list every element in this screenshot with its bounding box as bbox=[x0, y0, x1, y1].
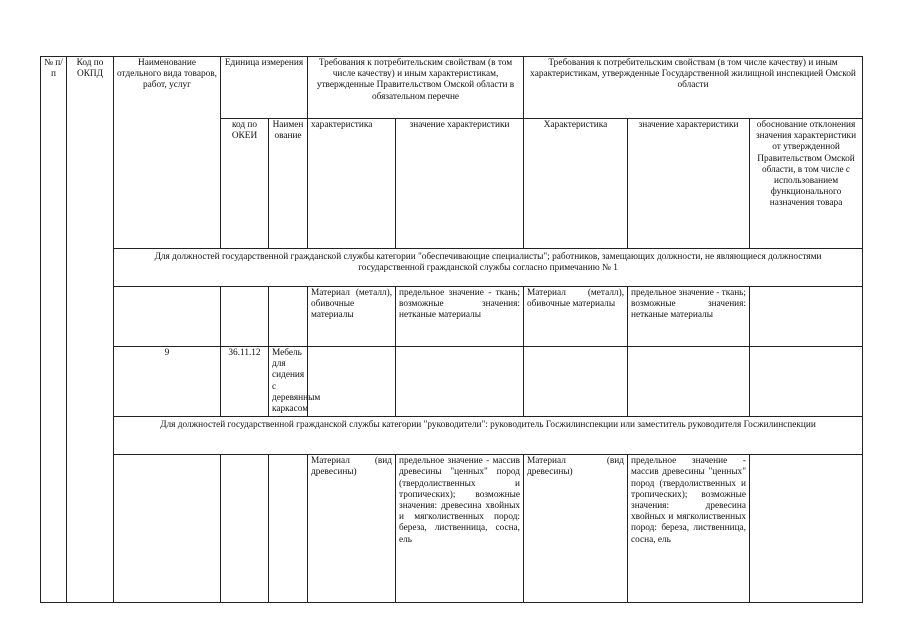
section1-justification bbox=[750, 287, 863, 347]
section1-okei bbox=[221, 287, 269, 347]
header-okpd: Код по ОКПД bbox=[67, 57, 114, 603]
header-req-gov: Требования к потребительским свойствам (в том числе качеству) и иным характеристикам, утвержденные Правительством Омской области в обязательном перечне bbox=[308, 57, 524, 119]
section2-char-gov: Материал (вид древесины) bbox=[308, 455, 396, 603]
item9-char-insp bbox=[750, 347, 863, 417]
header-val-insp: значение характеристики bbox=[628, 119, 750, 249]
section1-title-row bbox=[41, 249, 863, 287]
header-row-1 bbox=[41, 57, 863, 119]
header-name: Наименование отдельного вида товаров, работ, услуг bbox=[114, 57, 221, 249]
section2-val-insp: предельное значение - массив древесины "ценных" пород (твердолиственных и тропических); возможные значения: древесина хвойных и мягколиственных пород: береза, лиственница, сосна, ель bbox=[628, 455, 750, 603]
section2-row bbox=[41, 455, 863, 603]
section2-val-gov: предельное значение - массив древесины "ценных" пород (твердолиственных и тропических); возможные значения: древесина хвойных и мягколиственных пород: береза, лиственница, сосна, ель bbox=[396, 455, 524, 603]
section2-title: Для должностей государственной гражданской службы категории "руководители": руководитель Госжилинспекции или заместитель руководителя Госжилинспекции bbox=[114, 417, 863, 455]
header-okei: код по ОКЕИ bbox=[221, 119, 269, 249]
item9-val-gov bbox=[628, 347, 750, 417]
header-unit-name: Наименование bbox=[269, 119, 308, 249]
header-val-gov: значение характеристики bbox=[396, 119, 524, 249]
header-unit: Единица измерения bbox=[221, 57, 308, 119]
section1-val-insp: предельное значение - ткань; возможные значения: нетканые материалы bbox=[628, 287, 750, 347]
section1-char-insp: Материал (металл), обивочные материалы bbox=[524, 287, 628, 347]
section2-title-row bbox=[41, 417, 863, 455]
section1-row bbox=[41, 287, 863, 347]
item9-name: Мебель для сидения с деревянным каркасом bbox=[269, 347, 308, 417]
item9-num: 9 bbox=[114, 347, 221, 417]
section2-char-insp: Материал (вид древесины) bbox=[524, 455, 628, 603]
section1-title: Для должностей государственной гражданской службы категории "обеспечивающие специалисты"; работников, замещающих должности, не являющиеся должностями государственной гражданской службы согласно примечанию № 1 bbox=[114, 249, 863, 287]
header-req-insp: Требования к потребительским свойствам (в том числе качеству) и иным характеристикам, утвержденные Государственной жилищной инспекцией Омской области bbox=[524, 57, 863, 119]
header-char-insp: Характеристика bbox=[524, 119, 628, 249]
section1-name bbox=[114, 287, 221, 347]
item9-unit-name bbox=[396, 347, 524, 417]
item9-row bbox=[41, 347, 863, 417]
requirements-table bbox=[40, 56, 863, 603]
header-justification: обоснование отклонения значения характеристики от утвержденной Правительством Омской области, в том числе с использованием функционального назначения товара bbox=[750, 119, 863, 249]
document-page bbox=[40, 56, 862, 603]
section2-name bbox=[114, 455, 221, 603]
header-char-gov: характеристика bbox=[308, 119, 396, 249]
section2-justification bbox=[750, 455, 863, 603]
section1-val-gov: предельное значение - ткань; возможные значения: нетканые материалы bbox=[396, 287, 524, 347]
section2-unit-name bbox=[269, 455, 308, 603]
item9-char-gov bbox=[524, 347, 628, 417]
section1-char-gov: Материал (металл), обивочные материалы bbox=[308, 287, 396, 347]
section1-unit-name bbox=[269, 287, 308, 347]
item9-okei bbox=[308, 347, 396, 417]
header-num: № п/п bbox=[41, 57, 67, 603]
section2-okei bbox=[221, 455, 269, 603]
item9-okpd: 36.11.12 bbox=[221, 347, 269, 417]
